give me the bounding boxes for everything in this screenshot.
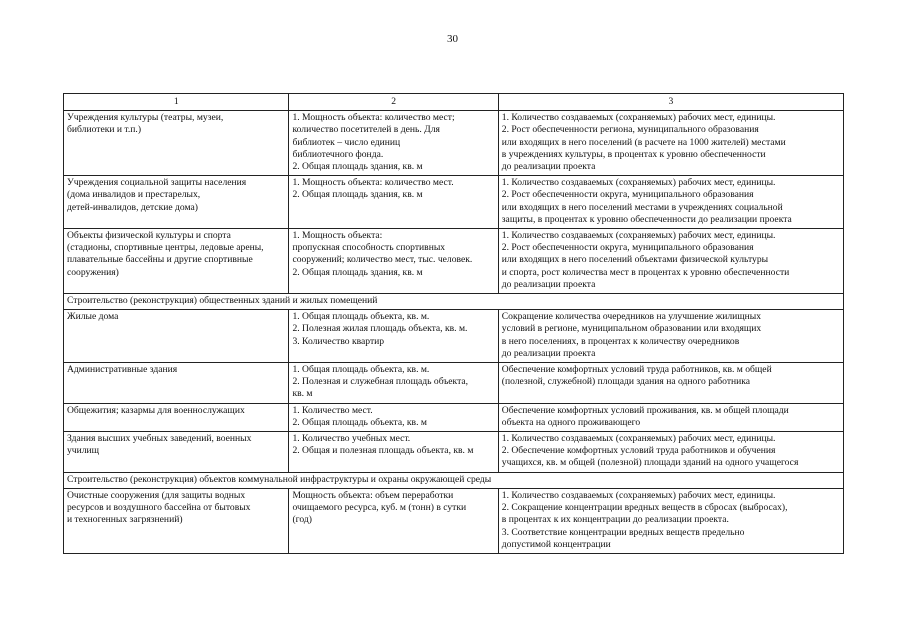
cell-line: 2. Рост обеспеченности региона, муниципального образования [501,124,759,136]
table-row [64,310,844,363]
capacity-indicator-cell [289,176,498,229]
cell-line: 2. Общая площадь здания, кв. м [292,189,423,201]
efficiency-indicator-cell [498,176,843,229]
capacity-indicator-cell [289,403,498,431]
page-number: 30 [447,33,458,45]
table-row [64,403,844,431]
cell-line: Обеспечение комфортных условий труда работников, кв. м общей [501,364,772,376]
column-header: 3 [498,94,843,111]
cell-line: или входящих в него поселений объектами физической культуры [501,254,769,266]
cell-line: 1. Общая площадь объекта, кв. м. [292,311,430,323]
cell-line: 1. Количество создаваемых (сохраняемых) рабочих мест, единицы. [501,230,776,242]
cell-line: кв. м [292,388,313,400]
cell-line: детей-инвалидов, детские дома) [67,201,198,213]
cell-line: 1. Общая площадь объекта, кв. м. [292,364,430,376]
cell-line: ресурсов и воздушного бассейна от бытовых [67,502,251,514]
cell-line: библиотеки и т.п.) [67,124,142,136]
capacity-indicator-cell [289,488,498,553]
cell-line: Сокращение количества очередников на улучшение жилищных [501,311,762,323]
cell-line: Обеспечение комфортных условий проживания, кв. м общей площади [501,404,789,416]
object-type-cell [64,111,289,176]
cell-line: и спорта, рост количества мест в процентах к уровню обеспеченности [501,266,790,278]
object-type-cell [64,432,289,473]
header-row [64,94,844,111]
table-row [64,229,844,294]
capacity-indicator-cell [289,229,498,294]
table-row [64,111,844,176]
efficiency-indicator-cell [498,488,843,553]
cell-line: до реализации проекта [501,347,596,359]
cell-line: 2. Сокращение концентрации вредных веществ в сбросах (выбросах), [501,502,788,514]
cell-line: условий в регионе, муниципальном образовании или входящих [501,323,762,335]
cell-line: 2. Общая площадь здания, кв. м [292,161,423,173]
efficiency-indicator-cell [498,111,843,176]
section-title: Строительство (реконструкция) общественных зданий и жилых помещений [64,294,844,310]
cell-line: 1. Количество создаваемых (сохраняемых) рабочих мест, единицы. [501,433,776,445]
cell-line: в учреждениях культуры, в процентах к уровню обеспеченности [501,148,766,160]
cell-line: сооружений; количество мест, тыс. человек. [292,254,473,266]
object-type-cell [64,229,289,294]
column-header: 1 [64,94,289,111]
cell-line: 2. Рост обеспеченности округа, муниципального образования [501,242,754,254]
cell-line: защиты, в процентах к уровню обеспеченности до реализации проекта [501,213,792,225]
cell-line: библиотечного фонда. [292,148,384,160]
cell-line: и техногенных загрязнений) [67,514,183,526]
column-header: 2 [289,94,498,111]
efficiency-indicator-cell [498,310,843,363]
cell-line: количество посетителей в день. Для [292,124,440,136]
cell-line: 2. Общая площадь здания, кв. м [292,266,423,278]
cell-line: 1. Количество мест. [292,404,373,416]
object-type-cell [64,176,289,229]
capacity-indicator-cell [289,111,498,176]
cell-line: учащихся, кв. м общей (полезной) площади зданий на одного учащегося [501,457,799,469]
cell-line: объекта на одного проживающего [501,416,641,428]
cell-line: 1. Мощность объекта: [292,230,383,242]
cell-line: (полезной, служебной) площади здания на одного работника [501,376,751,388]
cell-line: 2. Общая и полезная площадь объекта, кв. м [292,445,474,457]
cell-line: 2. Общая площадь объекта, кв. м [292,416,427,428]
cell-line: Очистные сооружения (для защиты водных [67,489,246,501]
cell-line: 2. Полезная и служебная площадь объекта, [292,376,469,388]
cell-line: или входящих в него поселений местами в учреждениях социальной [501,201,783,213]
cell-line: 1. Мощность объекта: количество мест; [292,112,455,124]
table-body [64,111,844,554]
cell-line: (год) [292,514,312,526]
object-type-cell [64,488,289,553]
section-header-row [64,472,844,488]
cell-line: (дома инвалидов и престарелых, [67,189,201,201]
cell-line: 1. Количество создаваемых (сохраняемых) рабочих мест, единицы. [501,489,776,501]
cell-line: пропускная способность спортивных [292,242,446,254]
cell-line: 3. Количество квартир [292,335,385,347]
efficiency-indicator-cell [498,363,843,404]
capacity-indicator-cell [289,432,498,473]
cell-line: Мощность объекта: объем переработки [292,489,454,501]
cell-line: плавательные бассейны и другие спортивные [67,254,253,266]
cell-line: 2. Полезная жилая площадь объекта, кв. м. [292,323,468,335]
cell-line: Здания высших учебных заведений, военных [67,433,252,445]
table-row [64,363,844,404]
cell-line: 2. Обеспечение комфортных условий труда работников и обучения [501,445,776,457]
cell-line: очищаемого ресурса, куб. м (тонн) в сутки [292,502,467,514]
cell-line: в процентах к их концентрации до реализации проекта. [501,514,729,526]
cell-line: 1. Мощность объекта: количество мест. [292,177,454,189]
section-header-row [64,294,844,310]
indicators-table [63,93,844,554]
efficiency-indicator-cell [498,403,843,431]
cell-line: Учреждения социальной защиты населения [67,177,247,189]
cell-line: училищ [67,445,100,457]
table-row [64,432,844,473]
cell-line: в него поселениях, в процентах к количеству очередников [501,335,740,347]
cell-line: допустимой концентрации [501,538,611,550]
cell-line: 1. Количество создаваемых (сохраняемых) рабочих мест, единицы. [501,177,776,189]
cell-line: Жилые дома [67,311,119,323]
cell-line: или входящих в него поселений (в расчете на 1000 жителей) местами [501,136,786,148]
section-title: Строительство (реконструкция) объектов коммунальной инфраструктуры и охраны окружающей среды [64,472,844,488]
capacity-indicator-cell [289,310,498,363]
cell-line: 3. Соответствие концентрации вредных веществ предельно [501,526,745,538]
efficiency-indicator-cell [498,432,843,473]
cell-line: до реализации проекта [501,161,596,173]
cell-line: (стадионы, спортивные центры, ледовые арены, [67,242,264,254]
cell-line: 1. Количество учебных мест. [292,433,411,445]
cell-line: Учреждения культуры (театры, музеи, [67,112,224,124]
cell-line: библиотек – число единиц [292,136,401,148]
cell-line: Административные здания [67,364,178,376]
cell-line: Объекты физической культуры и спорта [67,230,231,242]
cell-line: сооружения) [67,266,119,278]
capacity-indicator-cell [289,363,498,404]
object-type-cell [64,363,289,404]
cell-line: Общежития; казармы для военнослужащих [67,404,245,416]
object-type-cell [64,310,289,363]
efficiency-indicator-cell [498,229,843,294]
table-row [64,176,844,229]
cell-line: 2. Рост обеспеченности округа, муниципального образования [501,189,754,201]
cell-line: до реализации проекта [501,278,596,290]
object-type-cell [64,403,289,431]
table-row [64,488,844,553]
cell-line: 1. Количество создаваемых (сохраняемых) рабочих мест, единицы. [501,112,776,124]
